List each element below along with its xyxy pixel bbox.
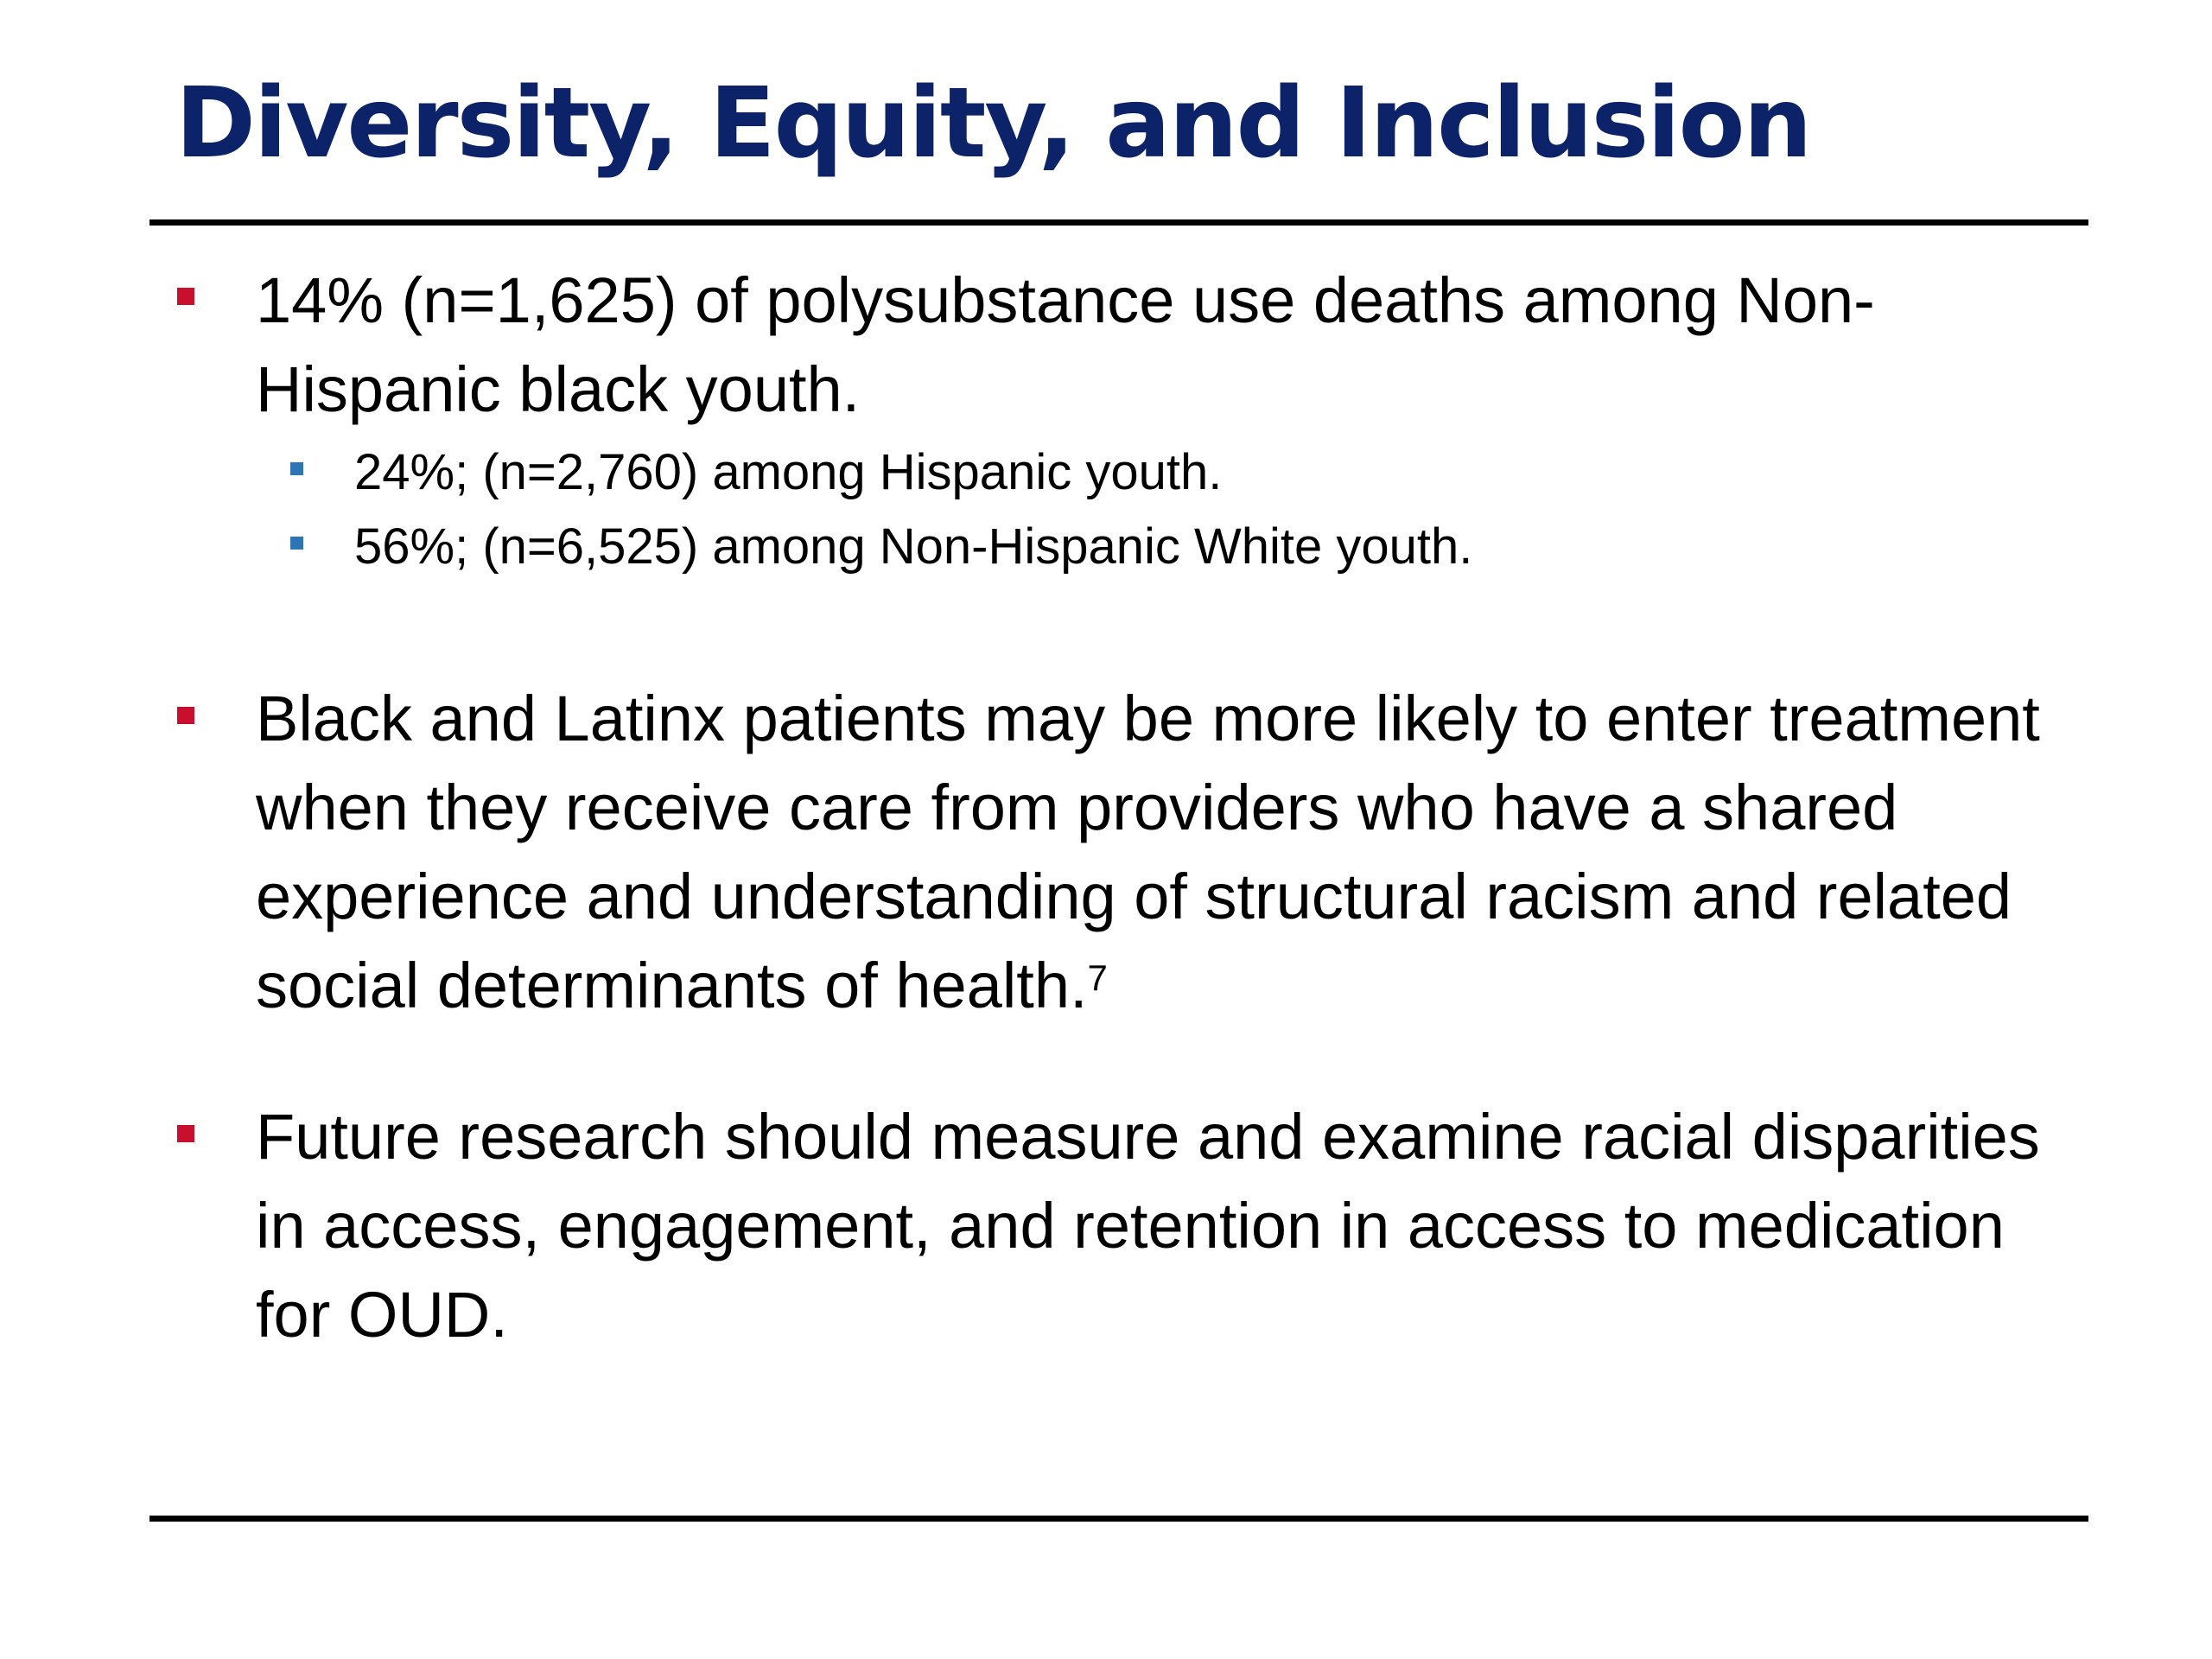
bullet-marker-2: [177, 707, 194, 724]
bullet-2: [256, 674, 2062, 1030]
bullet-marker-3: [177, 1125, 194, 1142]
bottom-divider: [149, 1516, 2088, 1522]
bullet-1-text: 14% (n=1,625) of polysubstance use deaths among Non-Hispanic black youth.: [256, 264, 1875, 425]
bullet-2-text: Black and Latinx patients may be more likely to enter treatment when they receive care from providers who have a shared experience and understanding of structural racism and related social determinants of health.: [256, 683, 2040, 1021]
bullet-2-citation: 7: [1087, 957, 1108, 999]
sub-bullet-2-text: 56%; (n=6,525) among Non-Hispanic White youth.: [354, 518, 1473, 575]
sub-bullet-marker-1: [290, 462, 303, 475]
bullet-marker-1: [177, 288, 194, 305]
top-divider: [149, 219, 2088, 226]
sub-bullet-1-text: 24%; (n=2,760) among Hispanic youth.: [354, 444, 1223, 500]
bullet-3-text: Future research should measure and examine racial disparities in access, engagement, and retention in access to medication for OUD.: [256, 1101, 2040, 1351]
sub-bullet-marker-2: [290, 537, 303, 550]
slide-title: Diversity, Equity, and Inclusion: [175, 67, 1811, 180]
